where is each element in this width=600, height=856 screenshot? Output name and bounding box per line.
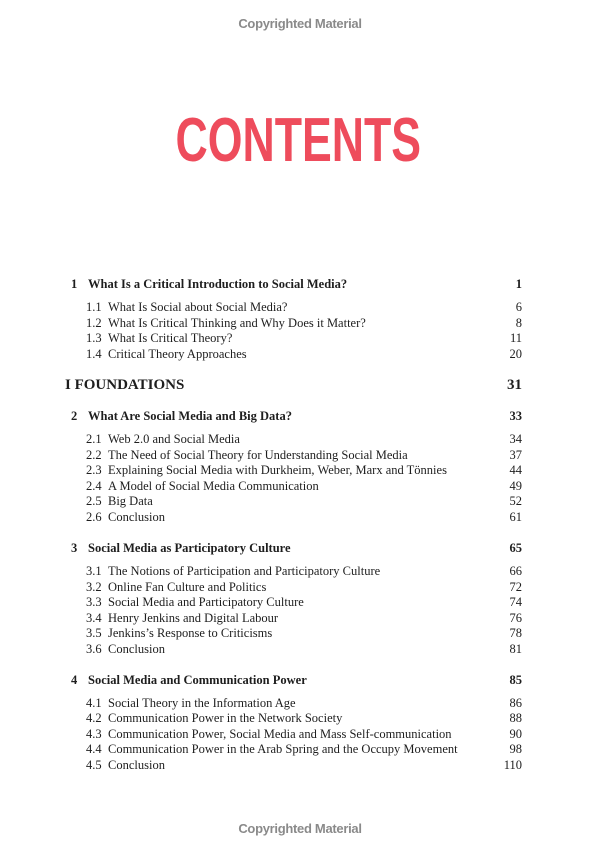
section-number: 4.1 <box>86 696 102 710</box>
toc-section[interactable] <box>0 741 600 757</box>
toc-section[interactable] <box>0 757 600 773</box>
section-number: 3.2 <box>86 580 102 594</box>
section-number: 4.4 <box>86 742 102 756</box>
copyright-watermark-top: Copyrighted Material <box>238 16 362 31</box>
page-number: 20 <box>509 347 522 361</box>
section-title: Social Media and Participatory Culture <box>108 595 304 609</box>
section-number: 4.5 <box>86 758 102 772</box>
section-title: Web 2.0 and Social Media <box>108 432 240 446</box>
page-number: 11 <box>509 331 522 345</box>
page-number: 85 <box>509 673 522 687</box>
toc-section[interactable] <box>0 346 600 362</box>
page-number: 78 <box>509 626 522 640</box>
section-title: Critical Theory Approaches <box>108 347 247 361</box>
section-title: Big Data <box>108 494 153 508</box>
section-title: Communication Power, Social Media and Mass Self-communication <box>108 727 452 741</box>
toc-section[interactable] <box>0 431 600 447</box>
section-number: 4.3 <box>86 727 102 741</box>
section-title: Social Theory in the Information Age <box>108 696 296 710</box>
section-title: Conclusion <box>108 510 165 524</box>
chapter-title: What Is a Critical Introduction to Social Media? <box>88 277 348 291</box>
section-number: 1.3 <box>86 331 102 345</box>
page-number: 65 <box>509 541 522 555</box>
page-number: 88 <box>509 711 522 725</box>
section-title: What Is Critical Theory? <box>108 331 233 345</box>
toc-section[interactable] <box>0 641 600 657</box>
section-number: 2.5 <box>86 494 102 508</box>
toc-section[interactable] <box>0 563 600 579</box>
section-title: Communication Power in the Arab Spring and the Occupy Movement <box>108 742 458 756</box>
section-number: 3.6 <box>86 642 102 656</box>
toc-chapter-4[interactable] <box>0 672 600 688</box>
page-number: 90 <box>509 727 522 741</box>
section-number: 2.3 <box>86 463 102 477</box>
toc-chapter-2[interactable] <box>0 408 600 424</box>
section-title: Henry Jenkins and Digital Labour <box>108 611 279 625</box>
section-number: 3.3 <box>86 595 102 609</box>
toc-section[interactable] <box>0 330 600 346</box>
toc-section[interactable] <box>0 610 600 626</box>
page-number: 37 <box>509 448 522 462</box>
page-number: 52 <box>509 494 522 508</box>
section-title: Online Fan Culture and Politics <box>108 580 267 594</box>
page-number: 49 <box>509 479 522 493</box>
chapter-number: 4 <box>71 673 78 687</box>
page-title: CONTENTS <box>175 106 422 175</box>
toc-section[interactable] <box>0 447 600 463</box>
section-number: 3.5 <box>86 626 102 640</box>
section-number: 1.1 <box>86 300 102 314</box>
toc-chapter-1[interactable] <box>0 276 600 292</box>
page-number: 81 <box>509 642 522 656</box>
chapter-title: Social Media and Communication Power <box>88 673 307 687</box>
toc-section[interactable] <box>0 315 600 331</box>
section-number: 1.2 <box>86 316 102 330</box>
section-title: The Need of Social Theory for Understanding Social Media <box>108 448 408 462</box>
page-number: 34 <box>509 432 522 446</box>
toc-section[interactable] <box>0 462 600 478</box>
page-number: 86 <box>509 696 522 710</box>
section-title: What Is Critical Thinking and Why Does it Matter? <box>108 316 366 330</box>
section-title: Communication Power in the Network Society <box>108 711 343 725</box>
section-number: 2.6 <box>86 510 102 524</box>
toc-chapter-3[interactable] <box>0 540 600 556</box>
copyright-watermark-bottom: Copyrighted Material <box>238 821 362 836</box>
section-title: The Notions of Participation and Participatory Culture <box>108 564 381 578</box>
section-number: 3.1 <box>86 564 102 578</box>
section-number: 2.4 <box>86 479 102 493</box>
section-title: Conclusion <box>108 758 165 772</box>
chapter-number: 1 <box>71 277 78 291</box>
chapter-number: 3 <box>71 541 78 555</box>
chapter-title: What Are Social Media and Big Data? <box>88 409 292 423</box>
section-number: 2.2 <box>86 448 102 462</box>
page-number: 33 <box>509 409 522 423</box>
section-number: 2.1 <box>86 432 102 446</box>
toc-section[interactable] <box>0 710 600 726</box>
page-number: 1 <box>515 277 522 291</box>
page-number: 44 <box>509 463 522 477</box>
page-number: 98 <box>509 742 522 756</box>
section-title: Explaining Social Media with Durkheim, Weber, Marx and Tönnies <box>108 463 447 477</box>
page-number: 61 <box>509 510 522 524</box>
page-number: 72 <box>509 580 522 594</box>
section-number: 3.4 <box>86 611 102 625</box>
chapter-title: Social Media as Participatory Culture <box>88 541 291 555</box>
toc-section[interactable] <box>0 594 600 610</box>
toc-section[interactable] <box>0 625 600 641</box>
section-title: Jenkins’s Response to Criticisms <box>108 626 273 640</box>
section-number: 4.2 <box>86 711 102 725</box>
toc-section[interactable] <box>0 299 600 315</box>
toc-section[interactable] <box>0 579 600 595</box>
toc-section[interactable] <box>0 695 600 711</box>
toc-section[interactable] <box>0 493 600 509</box>
page-number: 8 <box>515 316 522 330</box>
page-number: 6 <box>515 300 522 314</box>
toc-section[interactable] <box>0 509 600 525</box>
page-number: 110 <box>503 758 522 772</box>
section-title: A Model of Social Media Communication <box>108 479 319 493</box>
part-title: I FOUNDATIONS <box>65 377 185 393</box>
chapter-number: 2 <box>71 409 78 423</box>
section-title: Conclusion <box>108 642 165 656</box>
toc-section[interactable] <box>0 726 600 742</box>
page-number: 66 <box>509 564 522 578</box>
page-number: 76 <box>509 611 522 625</box>
section-number: 1.4 <box>86 347 102 361</box>
section-title: What Is Social about Social Media? <box>108 300 288 314</box>
toc-section[interactable] <box>0 478 600 494</box>
page-number: 74 <box>509 595 522 609</box>
toc-part-1[interactable] <box>0 375 600 395</box>
page-number: 31 <box>507 377 522 393</box>
